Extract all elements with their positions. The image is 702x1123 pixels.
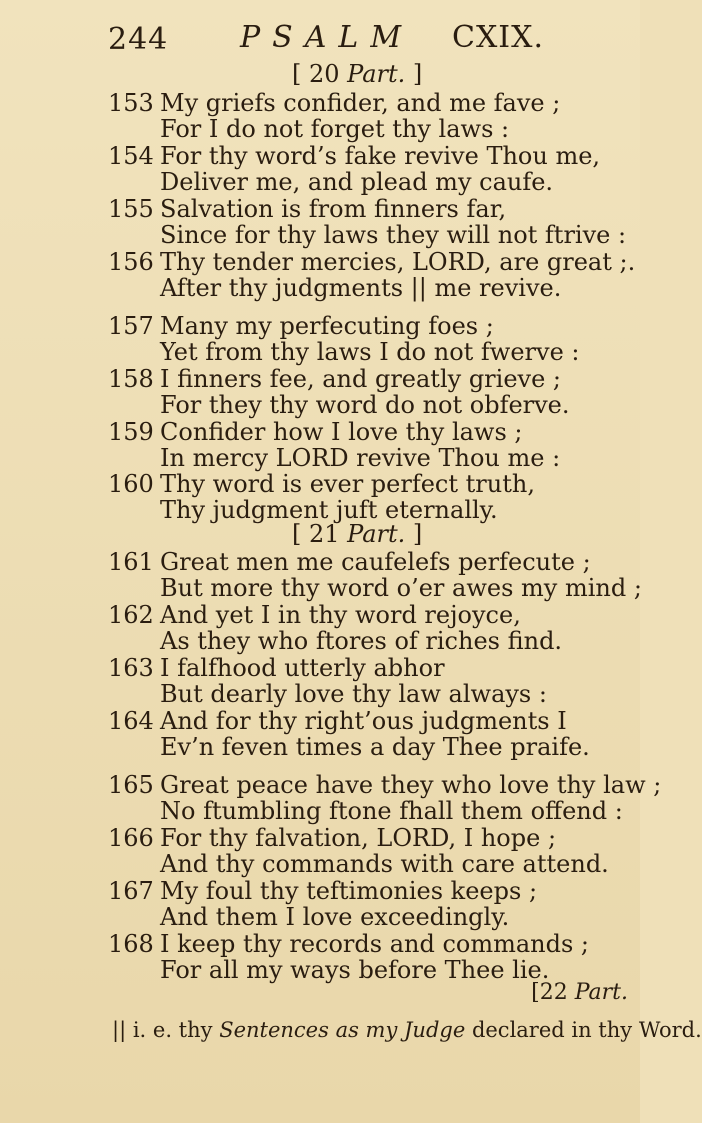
verse-number: 161 — [108, 548, 154, 576]
running-header — [0, 18, 640, 58]
part-heading-close: ] — [405, 60, 423, 88]
verse-number: 159 — [108, 418, 154, 446]
part-heading-open: [ 20 — [292, 60, 340, 88]
running-title: PSALM — [240, 20, 414, 55]
footnote — [112, 1018, 702, 1042]
verse-line: I falfhood utterly abhor — [160, 654, 445, 682]
verse-number: 156 — [108, 248, 154, 276]
verse-line: For thy falvation, LORD, I hope ; — [160, 824, 557, 852]
psalm-numeral: CXIX. — [452, 20, 545, 55]
verse-line: And them I love exceedingly. — [160, 903, 510, 931]
part-heading-close: ] — [405, 520, 423, 548]
verse-line: But more thy word o’er awes my mind ; — [160, 574, 642, 602]
verse-number: 163 — [108, 654, 154, 682]
verse-line: Thy judgment juft eternally. — [160, 496, 498, 524]
verse-line: Many my perfecuting foes ; — [160, 312, 494, 340]
verse-line: After thy judgments || me revive. — [160, 274, 562, 302]
verse-line: In mercy LORD revive Thou me : — [160, 444, 561, 472]
catchword — [531, 980, 628, 1005]
footnote-italic-2: as my Judge — [335, 1018, 466, 1042]
footnote-space — [329, 1018, 336, 1042]
verse-line: As they who ftores of riches find. — [160, 627, 563, 655]
part-heading-open: [ 21 — [292, 520, 340, 548]
verse-number: 154 — [108, 142, 154, 170]
catchword-word: Part. — [574, 980, 628, 1005]
verse-number: 160 — [108, 470, 154, 498]
verse-line: Salvation is from finners far, — [160, 195, 507, 223]
verse-number: 167 — [108, 877, 154, 905]
verse-line: And yet I in thy word rejoyce, — [160, 601, 521, 629]
footnote-mark: || — [112, 1018, 127, 1042]
verse-line: And for thy right’ous judgments I — [160, 707, 567, 735]
verse-line: I keep thy records and commands ; — [160, 930, 590, 958]
verse-number: 166 — [108, 824, 154, 852]
page-number: 244 — [108, 22, 169, 57]
verse-line: Confider how I love thy laws ; — [160, 418, 523, 446]
verse-line: For all my ways before Thee lie. — [160, 956, 550, 984]
verse-number: 162 — [108, 601, 154, 629]
verse-line: And thy commands with care attend. — [160, 850, 609, 878]
part-heading-21 — [292, 520, 422, 548]
verse-number: 157 — [108, 312, 154, 340]
verse-number: 168 — [108, 930, 154, 958]
verse-number: 164 — [108, 707, 154, 735]
verse-line: Ev’n feven times a day Thee praife. — [160, 733, 590, 761]
verse-line: Great peace have they who love thy law ; — [160, 771, 662, 799]
verse-line: My griefs confider, and me fave ; — [160, 89, 561, 117]
part-heading-word: Part. — [347, 520, 406, 548]
verse-line: Since for thy laws they will not ftrive : — [160, 221, 627, 249]
verse-line: Thy word is ever perfect truth, — [160, 470, 535, 498]
footnote-text-end: declared in thy Word. — [465, 1018, 702, 1042]
verse-line: Thy tender mercies, LORD, are great ;. — [160, 248, 636, 276]
part-heading-word: Part. — [347, 60, 406, 88]
part-heading-20 — [292, 60, 422, 88]
verse-line: For they thy word do not obferve. — [160, 391, 570, 419]
verse-number: 155 — [108, 195, 154, 223]
verse-line: No ftumbling ftone fhall them offend : — [160, 797, 623, 825]
verse-line: Deliver me, and plead my caufe. — [160, 168, 554, 196]
catchword-open: [22 — [531, 980, 568, 1005]
verse-number: 158 — [108, 365, 154, 393]
verse-line: For I do not forget thy laws : — [160, 115, 510, 143]
verse-line: I finners fee, and greatly grieve ; — [160, 365, 562, 393]
footnote-text: i. e. thy — [126, 1018, 220, 1042]
verse-line: My foul thy teftimonies keeps ; — [160, 877, 538, 905]
verse-number: 165 — [108, 771, 154, 799]
footnote-italic-1: Sentences — [219, 1018, 329, 1042]
verse-line: But dearly love thy law always : — [160, 680, 547, 708]
verse-number: 153 — [108, 89, 154, 117]
verse-line: Yet from thy laws I do not fwerve : — [160, 338, 580, 366]
verse-line: For thy word’s fake revive Thou me, — [160, 142, 601, 170]
verse-line: Great men me caufelefs perfecute ; — [160, 548, 591, 576]
